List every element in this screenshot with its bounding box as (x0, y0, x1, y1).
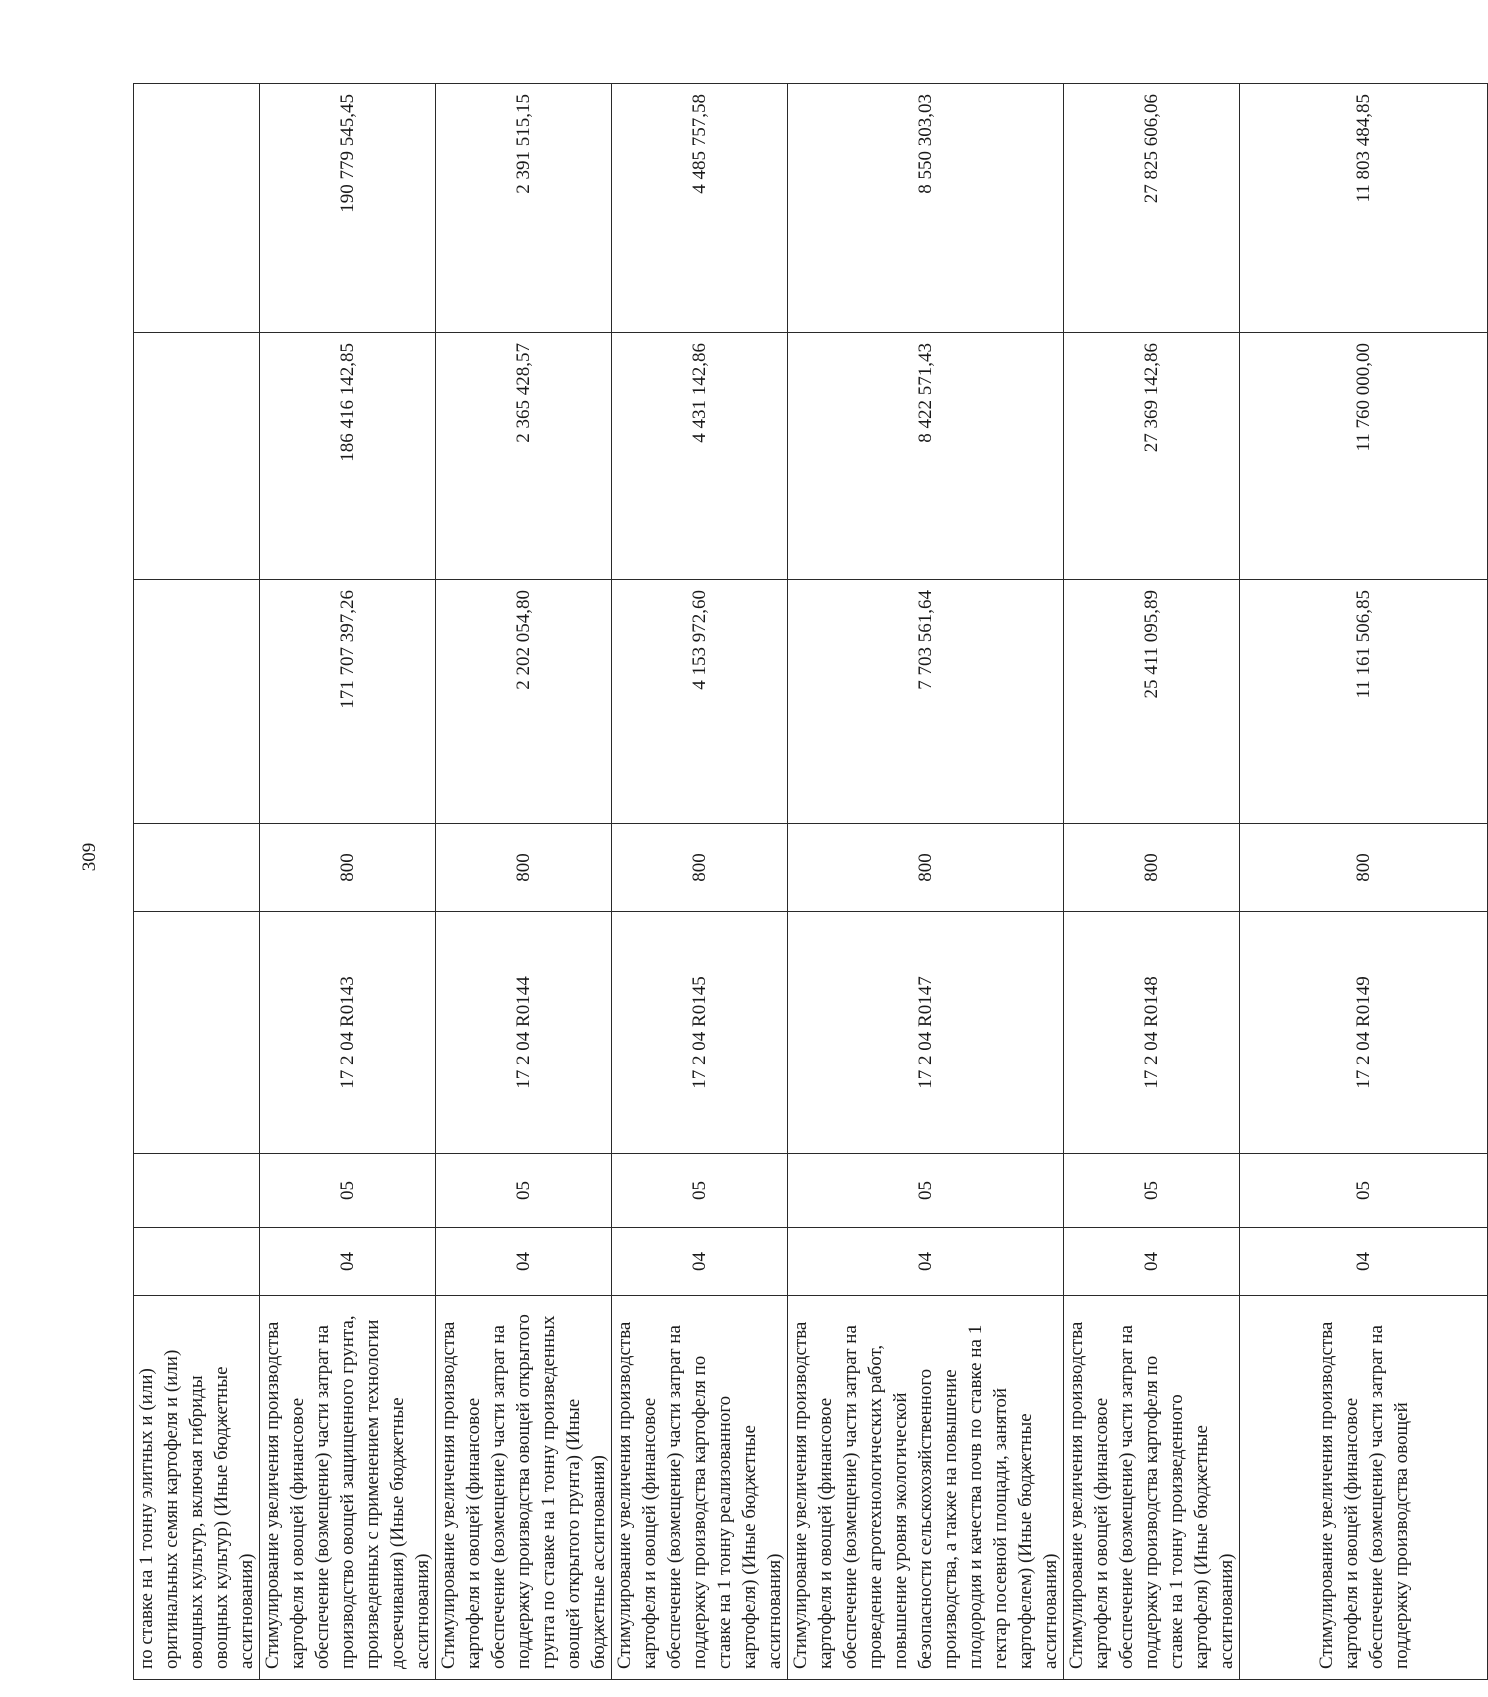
amount-year2-cell: 11 760 000,00 (1240, 333, 1488, 580)
expense-type-cell: 800 (436, 824, 612, 912)
target-article-cell: 17 2 04 R0144 (436, 912, 612, 1154)
expense-type-cell: 800 (612, 824, 788, 912)
target-article-cell: 17 2 04 R0149 (1240, 912, 1488, 1154)
amount-year1-cell (134, 580, 260, 824)
table-row (436, 84, 612, 1680)
table-row (134, 84, 260, 1680)
expense-name-cell: Стимулирование увеличения производства картофеля и овощей (финансовое обеспечение (возмещение) части затрат на поддержку производства овощей открытого грунта по ставке на 1 тонну произведенных овощей открытого грунта) (Иные бюджетные ассигнования) (436, 1296, 612, 1680)
expense-name-cell: Стимулирование увеличения производства картофеля и овощей (финансовое обеспечение (возмещение) части затрат на поддержку производства овощей (1240, 1296, 1488, 1680)
target-article-cell: 17 2 04 R0148 (1064, 912, 1240, 1154)
amount-year3-cell: 190 779 545,45 (260, 84, 436, 333)
page-number: 309 (79, 842, 100, 872)
amount-year2-cell: 2 365 428,57 (436, 333, 612, 580)
amount-year1-cell: 25 411 095,89 (1064, 580, 1240, 824)
expense-name-cell: Стимулирование увеличения производства картофеля и овощей (финансовое обеспечение (возмещение) части затрат на проведение агротехнологических работ, повышение уровня экологической безопасности сельскохозяйственного производства, а также на повышение плодородия и качества почв по ставке на 1 гектар посевной площади, занятой картофелем) (Иные бюджетные ассигнования) (788, 1296, 1064, 1680)
subsection-code-cell (134, 1154, 260, 1228)
amount-year3-cell (134, 84, 260, 333)
amount-year1-cell: 11 161 506,85 (1240, 580, 1488, 824)
table-row (612, 84, 788, 1680)
subsection-code-cell: 05 (612, 1154, 788, 1228)
expense-name-cell: по ставке на 1 тонну элитных и (или) оригинальных семян картофеля и (или) овощных культур, включая гибриды овощных культур) (Иные бюджетные ассигнования) (134, 1296, 260, 1680)
target-article-cell: 17 2 04 R0147 (788, 912, 1064, 1154)
expense-type-cell: 800 (1064, 824, 1240, 912)
target-article-cell: 17 2 04 R0143 (260, 912, 436, 1154)
amount-year1-cell: 2 202 054,80 (436, 580, 612, 824)
section-code-cell: 04 (260, 1228, 436, 1296)
amount-year1-cell: 171 707 397,26 (260, 580, 436, 824)
expense-type-cell: 800 (1240, 824, 1488, 912)
amount-year1-cell: 4 153 972,60 (612, 580, 788, 824)
table-row (1240, 84, 1488, 1680)
expense-type-cell (134, 824, 260, 912)
target-article-cell: 17 2 04 R0145 (612, 912, 788, 1154)
amount-year3-cell: 11 803 484,85 (1240, 84, 1488, 333)
amount-year3-cell: 2 391 515,15 (436, 84, 612, 333)
amount-year2-cell (134, 333, 260, 580)
subsection-code-cell: 05 (260, 1154, 436, 1228)
expense-type-cell: 800 (260, 824, 436, 912)
subsection-code-cell: 05 (436, 1154, 612, 1228)
budget-table-container (133, 84, 1412, 1680)
section-code-cell: 04 (612, 1228, 788, 1296)
expense-name-cell: Стимулирование увеличения производства картофеля и овощей (финансовое обеспечение (возмещение) части затрат на производство овощей защищенного грунта, произведенных с применением технологии досвечивания) (Иные бюджетные ассигнования) (260, 1296, 436, 1680)
expense-type-cell: 800 (788, 824, 1064, 912)
amount-year2-cell: 27 369 142,86 (1064, 333, 1240, 580)
section-code-cell (134, 1228, 260, 1296)
amount-year2-cell: 8 422 571,43 (788, 333, 1064, 580)
expense-name-cell: Стимулирование увеличения производства картофеля и овощей (финансовое обеспечение (возмещение) части затрат на поддержку производства картофеля по ставке на 1 тонну произведенного картофеля) (Иные бюджетные ассигнования) (1064, 1296, 1240, 1680)
table-row (260, 84, 436, 1680)
table-row (788, 84, 1064, 1680)
expense-name-cell: Стимулирование увеличения производства картофеля и овощей (финансовое обеспечение (возмещение) части затрат на поддержку производства картофеля по ставке на 1 тонну реализованного картофеля) (Иные бюджетные ассигнования) (612, 1296, 788, 1680)
section-code-cell: 04 (1240, 1228, 1488, 1296)
section-code-cell: 04 (1064, 1228, 1240, 1296)
amount-year2-cell: 4 431 142,86 (612, 333, 788, 580)
amount-year1-cell: 7 703 561,64 (788, 580, 1064, 824)
amount-year3-cell: 27 825 606,06 (1064, 84, 1240, 333)
amount-year2-cell: 186 416 142,85 (260, 333, 436, 580)
target-article-cell (134, 912, 260, 1154)
budget-table (133, 83, 1488, 1680)
amount-year3-cell: 8 550 303,03 (788, 84, 1064, 333)
subsection-code-cell: 05 (1064, 1154, 1240, 1228)
table-row (1064, 84, 1240, 1680)
section-code-cell: 04 (788, 1228, 1064, 1296)
subsection-code-cell: 05 (788, 1154, 1064, 1228)
subsection-code-cell: 05 (1240, 1154, 1488, 1228)
amount-year3-cell: 4 485 757,58 (612, 84, 788, 333)
section-code-cell: 04 (436, 1228, 612, 1296)
